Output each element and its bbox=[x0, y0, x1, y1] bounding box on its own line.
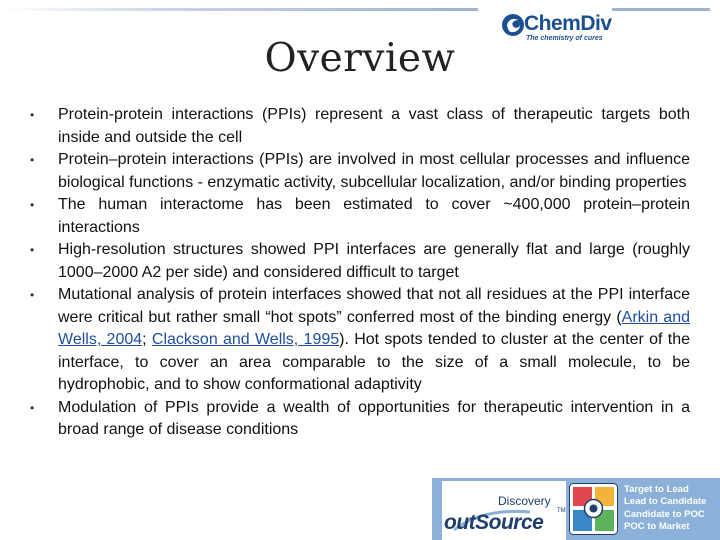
slide-title: Overview bbox=[264, 36, 456, 81]
bullet-item bbox=[30, 149, 690, 194]
bullet-text-part: ; bbox=[142, 331, 152, 348]
bullet-text: The human interactome has been estimated to cover ~400,000 protein–protein interactions bbox=[58, 196, 690, 236]
header-rule-right bbox=[612, 8, 710, 11]
pipeline-stages bbox=[624, 484, 706, 533]
bullet-dot: • bbox=[30, 198, 35, 212]
bullet-text-part: ). Hot spots tended to cluster at the center of the interface, to cover an area comparable to the size of a small molecule, to be hydrophobic, and to show conformational adaptivity bbox=[58, 331, 691, 393]
bullet-item bbox=[30, 239, 690, 284]
logo-name: ChemDiv bbox=[524, 12, 612, 35]
bullet-text: Modulation of PPIs provide a wealth of opportunities for therapeutic intervention in a broad range of disease conditions bbox=[58, 398, 690, 438]
pipeline-stage: Lead to Candidate bbox=[624, 496, 707, 508]
bullet-item bbox=[30, 397, 690, 442]
pipeline-stage: Candidate to POC bbox=[624, 508, 705, 520]
bullet-text: High-resolution structures showed PPI interfaces are generally flat and large (roughly 1000–2000 A2 per side) and considered difficult to target bbox=[58, 241, 690, 281]
citation-link-clackson-wells[interactable]: Clackson and Wells, 1995 bbox=[151, 331, 340, 348]
bullet-dot: • bbox=[30, 400, 35, 415]
bullet-list bbox=[30, 104, 690, 442]
chemdiv-swirl-icon bbox=[500, 12, 526, 38]
pipeline-stage: Target to Lead bbox=[624, 484, 689, 495]
header-rule-left bbox=[0, 8, 478, 11]
bullet-item bbox=[30, 194, 690, 239]
pipeline-stage: POC to Market bbox=[624, 520, 690, 532]
logo-tagline: The chemistry of cures bbox=[526, 35, 603, 42]
outsource-wordmark: outSource bbox=[444, 511, 544, 534]
bullet-dot: • bbox=[30, 153, 35, 167]
trademark-mark: TM bbox=[557, 508, 566, 514]
bullet-item bbox=[30, 104, 690, 149]
bullet-dot: • bbox=[30, 108, 35, 122]
bullet-dot: • bbox=[30, 288, 35, 302]
bullet-text: Protein–protein interactions (PPIs) are involved in most cellular processes and influence biological functions - enzymatic activity, subcellular localization, and/or binding properties bbox=[58, 151, 690, 191]
discovery-outsource-emblem-icon bbox=[569, 483, 618, 535]
bullet-text-part: Mutational analysis of protein interfaces showed that not all residues at the PPI interface were critical but rather small “hot spots” conferred most of the binding energy ( bbox=[58, 286, 690, 326]
bullet-text: Protein-protein interactions (PPIs) represent a vast class of therapeutic targets both inside and outside the cell bbox=[58, 106, 690, 146]
bullet-item bbox=[30, 284, 690, 397]
discovery-wordmark: Discovery bbox=[498, 494, 551, 508]
citation-link-arkin-wells[interactable]: Arkin and Wells, 2004 bbox=[58, 308, 691, 348]
bullet-dot: • bbox=[30, 243, 35, 257]
